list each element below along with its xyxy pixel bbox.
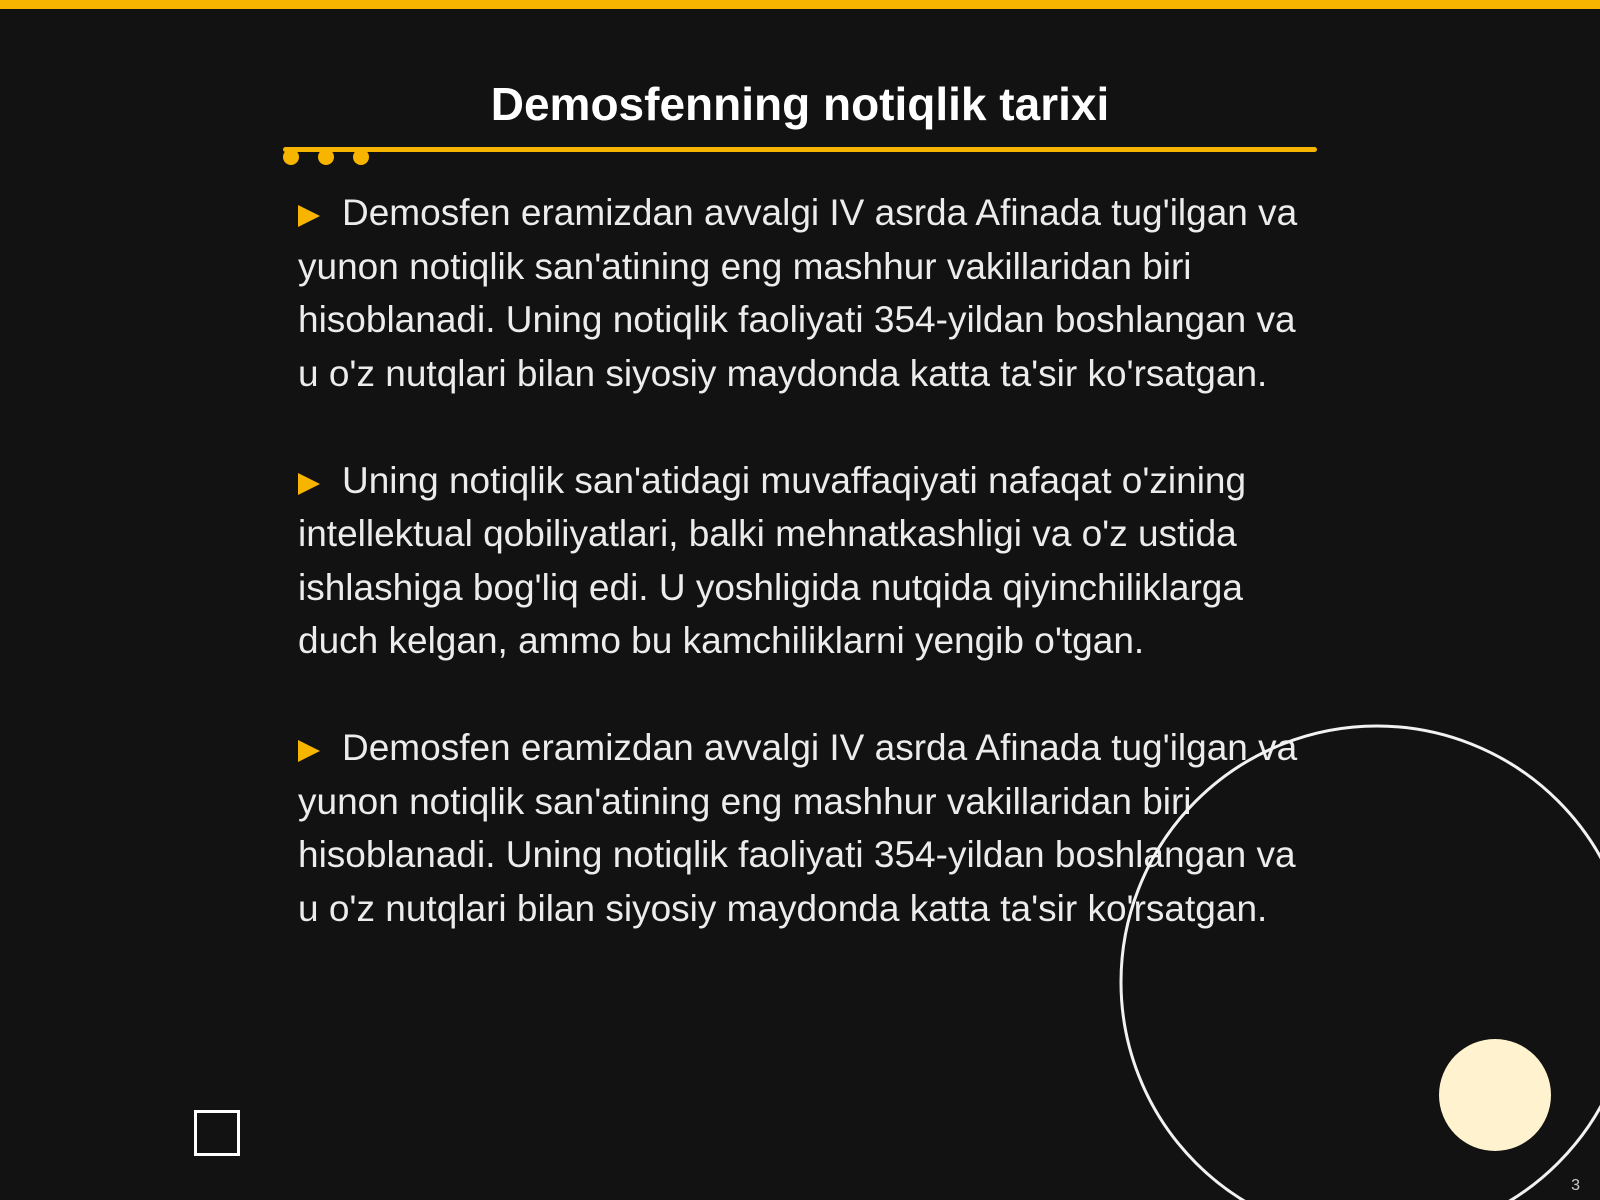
slide-title: Demosfenning notiqlik tarixi: [490, 78, 1110, 130]
triangle-right-icon: [298, 205, 320, 227]
top-accent-bar: [0, 0, 1600, 9]
bullet-text: Demosfen eramizdan avvalgi IV asrda Afinada tug'ilgan va yunon notiqlik san'atining eng mashhur vakillaridan biri hisoblanadi. Uning notiqlik faoliyati 354-yildan boshlangan va u o'z nutqlari bilan siyosiy maydonda katta ta'sir ko'rsatgan.: [298, 727, 1298, 929]
accent-dot: [353, 149, 369, 165]
page-number: 3: [1571, 1177, 1580, 1194]
accent-dot: [318, 149, 334, 165]
bullet-list: [298, 186, 1318, 989]
bullet-item: [298, 721, 1318, 935]
square-outline: [194, 1110, 240, 1156]
bullet-item: [298, 454, 1318, 668]
bullet-text: Uning notiqlik san'atidagi muvaffaqiyati nafaqat o'zining intellektual qobiliyatlari, balki mehnatkashligi va o'z ustida ishlashiga bog'liq edi. U yoshligida nutqida qiyinchiliklarga duch kelgan, ammo bu kamchiliklarni yengib o'tgan.: [298, 459, 1247, 661]
title-underline: [283, 147, 1317, 152]
bullet-item: [298, 186, 1318, 400]
accent-dot: [283, 149, 299, 165]
moon-circle: [1439, 1039, 1551, 1151]
triangle-right-icon: [298, 740, 320, 762]
triangle-right-icon: [298, 473, 320, 495]
bullet-text: Demosfen eramizdan avvalgi IV asrda Afinada tug'ilgan va yunon notiqlik san'atining eng mashhur vakillaridan biri hisoblanadi. Uning notiqlik faoliyati 354-yildan boshlangan va u o'z nutqlari bilan siyosiy maydonda katta ta'sir ko'rsatgan.: [298, 192, 1298, 394]
